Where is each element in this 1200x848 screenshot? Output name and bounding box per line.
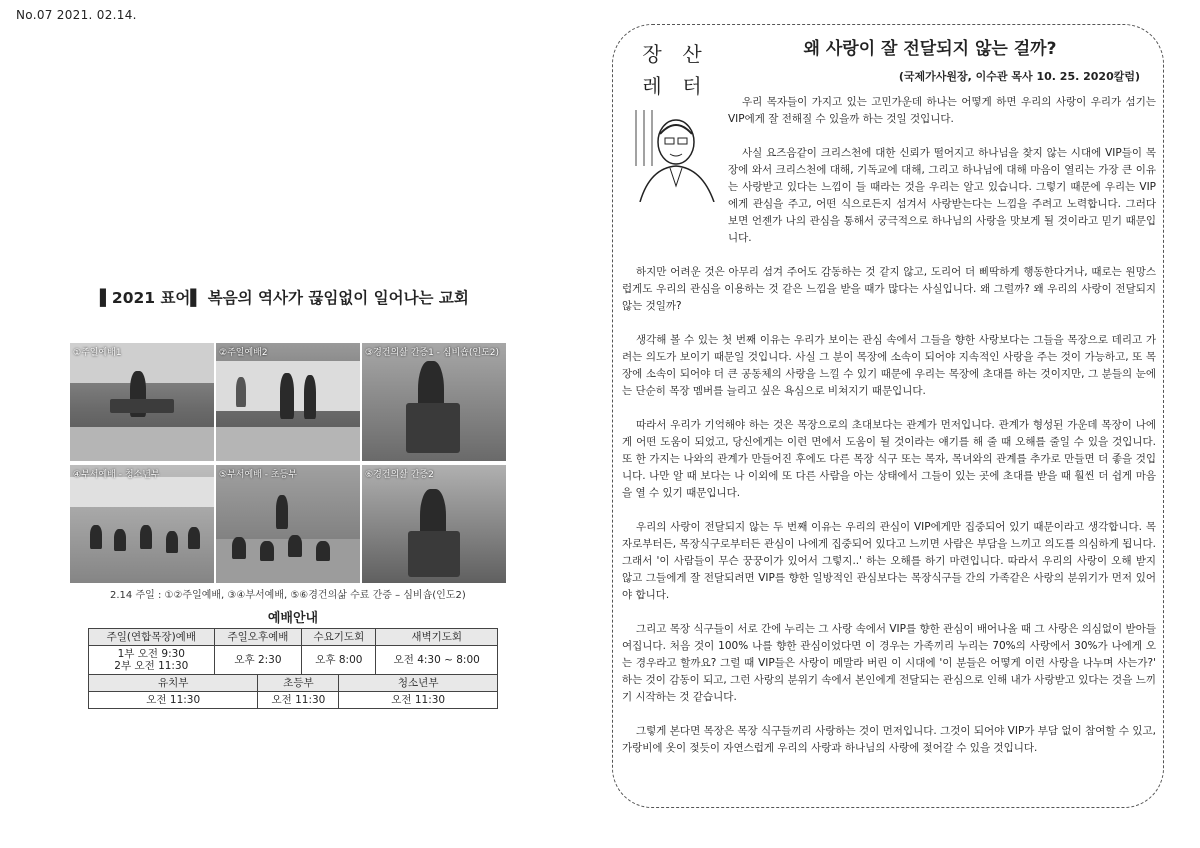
paragraph: 우리 목자들이 가지고 있는 고민가운데 하나는 어떻게 하면 우리의 사랑이 우리가 섬기는 VIP에게 잘 전해질 수 있을까 하는 것일 것입니다. <box>728 96 1156 125</box>
table-row <box>89 646 498 675</box>
letter-title: 왜 사랑이 잘 전달되지 않는 걸까? <box>803 39 1057 59</box>
paragraph: 하지만 어려운 것은 아무리 섬겨 주어도 감동하는 것 같지 않고, 도리어 더 삐딱하게 행동한다거나, 때로는 원망스럽게도 우리의 관심을 이용하는 것 같은 느낌을 받을 때가 많다는 사실입니다. 왜 그럴까? 왜 우리의 사랑이 전달되지 않는 것일까? <box>622 266 1156 312</box>
table-cell: 오전 11:30 <box>339 692 498 709</box>
schedule-title: 예배안내 <box>267 611 319 626</box>
photo-summary-caption: 2.14 주일 : ①②주일예배, ③④부서예배, ⑤⑥경건의삶 수료 간증 – 심비숍(인도2) <box>110 590 466 601</box>
paragraph: 그리고 목장 식구들이 서로 간에 누리는 그 사랑 속에서 VIP를 향한 관심이 배어나올 때 그 사랑은 의심없이 받아들여집니다. 처음 것이 100% 나를 향한 관심이었다면 이 경우는 가족끼리 누리는 70%의 사랑에서 30%가 나에게 오는 경우라고 할까요? 그럴 때 VIP들은 사랑이 메말라 버린 이 시대에 '이 분들은 어떻게 이런 사랑을 나누며 사는가?' 하는 것이 감동이 되고, 그런 사랑의 분위기 속에서 본인에게 전달되는 관심으로 인해 내가 사랑받고 있다는 것을 느끼기 시작하는 것 같습니다. <box>622 623 1156 703</box>
table-cell-line: 2부 오전 11:30 <box>114 660 189 672</box>
worship-schedule-table <box>88 628 498 709</box>
photo-youth-service <box>70 465 214 583</box>
photo-sunday-service-1 <box>70 343 214 461</box>
table-row <box>89 692 498 709</box>
table-header: 초등부 <box>258 675 339 692</box>
table-cell <box>89 646 215 675</box>
table-cell-line: 1부 오전 9:30 <box>117 648 185 660</box>
table-header: 주일(연합목장)예배 <box>89 629 215 646</box>
table-row <box>89 675 498 692</box>
badge-char: 장 <box>642 42 662 66</box>
paragraph: 우리의 사랑이 전달되지 않는 두 번째 이유는 우리의 관심이 VIP에게만 집중되어 있기 때문이라고 생각합니다. 목자로부터든, 목장식구로부터든 관심이 나에게 집중되어 있다고 느끼면 사람은 부담을 느끼고 의도를 의심하게 됩니다. 그래서 '이 사람들이 무슨 꿍꿍이가 있어서 그렇지..' 하는 오해를 하기 마련입니다. 따라서 우리의 사랑이 오해 받지 않고 그들에게 잘 전달되려면 VIP를 향한 일방적인 관심보다는 목장식구들 간의 가족같은 사랑의 분위기가 먼저 있어야 합니다. <box>622 521 1156 601</box>
table-header: 수요기도회 <box>302 629 376 646</box>
badge-char: 레 <box>642 74 662 98</box>
badge-char: 터 <box>682 74 702 98</box>
photo-grid <box>70 343 504 585</box>
table-cell: 오후 8:00 <box>302 646 376 675</box>
paragraph: 따라서 우리가 기억해야 하는 것은 목장으로의 초대보다는 관계가 먼저입니다. 관계가 형성된 가운데 목장이 나에게 어떤 도움이 되었고, 당신에게는 이런 면에서 도움이 될 것이라는 얘기를 해 줄 때 오해를 줄일 수 있을 것입니다. 또 한 가지는 나와의 관계가 만들어진 후에도 다른 목장 식구 또는 목자, 목녀와의 관계를 추가로 만들면 더 좋을 것입니다. 나만 알 때 보다는 나 이외에 또 다른 사람을 아는 상태에서 그들이 있는 곳에 초대를 받을 때 훨씬 더 쉽게 마음을 열 수 있기 때문입니다. <box>622 419 1156 499</box>
photo-elementary-service <box>216 465 360 583</box>
issue-number: No.07 2021. 02.14. <box>16 8 137 22</box>
table-cell: 오전 11:30 <box>89 692 258 709</box>
paragraph: 사실 요즈음같이 크리스천에 대한 신뢰가 떨어지고 하나님을 찾지 않는 시대에 VIP들이 목장에 와서 크리스천에 대해, 기독교에 대해, 그리고 하나님에 대해 마음이 열리는 가장 큰 이유는 사랑받고 있다는 느낌이 들 때라는 것을 우리는 알고 있습니다. 그렇기 때문에 우리는 VIP에게 관심을 주고, 어떤 식으로든지 섬겨서 사랑받는다는 느낌을 주려고 노력합니다. 그러다 보면 언젠가 나의 관심을 통해서 궁극적으로 하나님의 사랑을 맛보게 될 것이라고 믿기 때문입니다. <box>728 147 1156 244</box>
photo-caption-4: ④부서예배 - 청소년부 <box>73 470 160 480</box>
photo-testimony-1 <box>362 343 506 461</box>
badge-char: 산 <box>682 42 702 66</box>
letter-byline: (국제가사원장, 이수관 목사 10. 25. 2020칼럼) <box>898 70 1140 83</box>
photo-caption-5: ⑤부서예배 - 초등부 <box>219 470 297 480</box>
photo-testimony-2 <box>362 465 506 583</box>
letter-badge <box>634 40 714 102</box>
paragraph: 생각해 볼 수 있는 첫 번째 이유는 우리가 보이는 관심 속에서 그들을 향한 사랑보다는 그들을 목장으로 데리고 가려는 의도가 보이기 때문일 것입니다. 사실 그 분이 목장에 소속이 되어야 지속적인 사랑을 주는 것이 가능하고, 또 목장에 소속이 되어야 더 큰 공동체의 사랑을 느낄 수 있기 때문에 우리는 목장에 초대를 하는 것이지만, 그 분들의 눈에는 단순히 목장 멤버를 늘리고 싶은 욕심으로 비쳐지기 때문입니다. <box>622 334 1156 397</box>
table-cell: 오후 2:30 <box>214 646 302 675</box>
photo-caption-3: ③경건의삶 간증1 - 심비숍(인도2) <box>365 348 500 358</box>
table-header: 주일오후예배 <box>214 629 302 646</box>
table-cell: 오전 4:30 ~ 8:00 <box>376 646 498 675</box>
table-header: 새벽기도회 <box>376 629 498 646</box>
photo-caption-1: ①주일예배1 <box>73 348 122 358</box>
yearly-motto-title: ▌2021 표어▌ 복음의 역사가 끊임없이 일어나는 교회 <box>100 289 469 307</box>
letter-body <box>622 94 1156 757</box>
photo-caption-6: ⑥경건의삶 간증2 <box>365 470 434 480</box>
table-row <box>89 629 498 646</box>
photo-caption-2: ②주일예배2 <box>219 348 268 358</box>
table-header: 청소년부 <box>339 675 498 692</box>
table-header: 유치부 <box>89 675 258 692</box>
photo-sunday-service-2 <box>216 343 360 461</box>
table-cell: 오전 11:30 <box>258 692 339 709</box>
paragraph: 그렇게 본다면 목장은 목장 식구들끼리 사랑하는 것이 먼저입니다. 그것이 되어야 VIP가 부담 없이 참여할 수 있고, 가랑비에 옷이 젖듯이 자연스럽게 우리의 사랑과 하나님의 사랑에 젖어갈 수 있을 것입니다. <box>622 725 1156 754</box>
